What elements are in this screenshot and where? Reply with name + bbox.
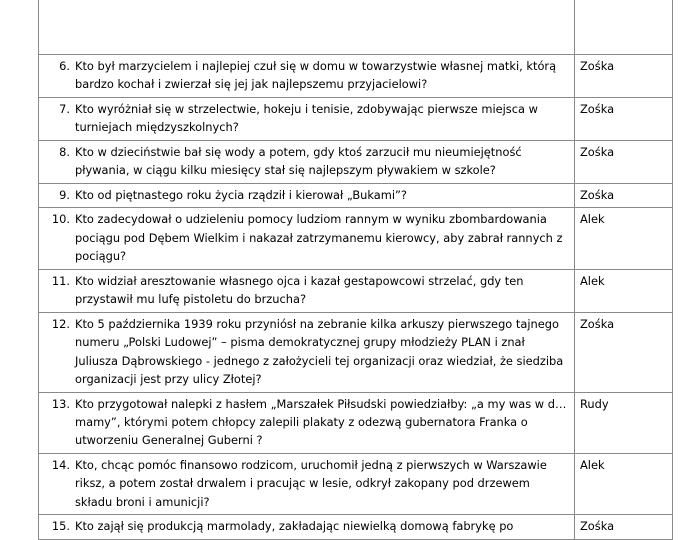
question-cell xyxy=(39,140,575,183)
answer-cell: Alek xyxy=(575,453,673,514)
answer-cell: Rudy xyxy=(575,392,673,453)
question-text: Kto w dzieciństwie bał się wody a potem, gdy ktoś zarzucił mu nieumiejętność pływania, w ciągu kilku miesięcy stał się najlepszym pływakiem w szkole? xyxy=(75,144,522,178)
question-number: 14. xyxy=(51,457,70,472)
answer-cell: Alek xyxy=(575,269,673,312)
answer-cell xyxy=(575,0,673,55)
question-number: 6. xyxy=(59,59,70,73)
question-number: 15. xyxy=(51,519,70,534)
table-row xyxy=(39,55,673,98)
table-row xyxy=(39,140,673,183)
question-number: 9. xyxy=(59,187,70,202)
question-text: Kto widział aresztowanie własnego ojca i kazał gestapowcowi strzelać, gdy ten przystawił mu lufę pistoletu do brzucha? xyxy=(75,273,524,307)
question-text: Kto od piętnastego roku życia rządził i kierował „Bukami”? xyxy=(75,187,407,202)
answer-cell: Zośka xyxy=(575,140,673,183)
table-row xyxy=(39,97,673,140)
question-number: 7. xyxy=(59,101,70,116)
answer-cell: Alek xyxy=(575,208,673,269)
question-cell xyxy=(39,97,575,140)
table-row xyxy=(39,208,673,269)
answer-cell: Zośka xyxy=(575,312,673,392)
question-number: 10. xyxy=(51,212,70,227)
table-container xyxy=(38,0,672,540)
table-row xyxy=(39,392,673,453)
question-number: 11. xyxy=(51,273,70,288)
question-text: Kto zadecydował o udzieleniu pomocy ludziom rannym w wyniku zbombardowania pociągu pod Dębem Wielkim i nakazał zatrzymanemu kierowcy, aby zabrał rannych z pociągu? xyxy=(75,212,563,264)
question-cell xyxy=(39,269,575,312)
answer-cell: Zośka xyxy=(575,55,673,98)
question-text: Kto przygotował nalepki z hasłem „Marszałek Piłsudski powiedziałby: „a my was w d… mamy”, którymi potem chłopcy zalepili plakaty z odezwą gubernatora Franka o utworzeniu Generalnej Guberni ? xyxy=(75,396,567,448)
question-text: Kto wyróżniał się w strzelectwie, hokeju i tenisie, zdobywając pierwsze miejsca w turniejach międzyszkolnych? xyxy=(75,101,538,135)
question-cell xyxy=(39,515,575,539)
table-row xyxy=(39,0,673,55)
question-cell xyxy=(39,183,575,207)
question-number: 8. xyxy=(59,144,70,159)
question-text: Kto był marzycielem i najlepiej czuł się w domu w towarzystwie własnej matki, którą bardzo kochał i zwierzał się jej jak najlepszemu przyjacielowi? xyxy=(75,59,557,92)
question-cell xyxy=(39,392,575,453)
table-row xyxy=(39,312,673,392)
question-text: Kto 5 października 1939 roku przyniósł na zebranie kilka arkuszy pierwszego tajnego numeru „Polski Ludowej” – pisma demokratycznej grupy młodzieży PLAN i znał Juliusza Dąbrowskiego - jednego z założycieli tej organizacji oraz wiedział, że siedziba organizacji jest przy ulicy Złotej? xyxy=(75,316,564,387)
question-number: 12. xyxy=(51,316,70,331)
question-cell xyxy=(39,55,575,98)
question-cell xyxy=(39,208,575,269)
question-text: Kto zajął się produkcją marmolady, zakładając niewielką domową fabrykę po xyxy=(75,519,514,534)
quiz-table xyxy=(38,0,673,540)
question-text: Kto, chcąc pomóc finansowo rodzicom, uruchomił jedną z pierwszych w Warszawie riksz, a potem został drwalem i pracując w lesie, odkrył zakopany pod drzewem składu broni i amunicji? xyxy=(75,457,547,509)
table-row xyxy=(39,453,673,514)
table-row xyxy=(39,515,673,539)
table-row xyxy=(39,183,673,207)
question-cell xyxy=(39,312,575,392)
answer-cell: Zośka xyxy=(575,515,673,539)
answer-cell: Zośka xyxy=(575,97,673,140)
question-cell xyxy=(39,0,575,55)
answer-cell: Zośka xyxy=(575,183,673,207)
table-row xyxy=(39,269,673,312)
question-number: 13. xyxy=(51,396,70,411)
question-cell xyxy=(39,453,575,514)
